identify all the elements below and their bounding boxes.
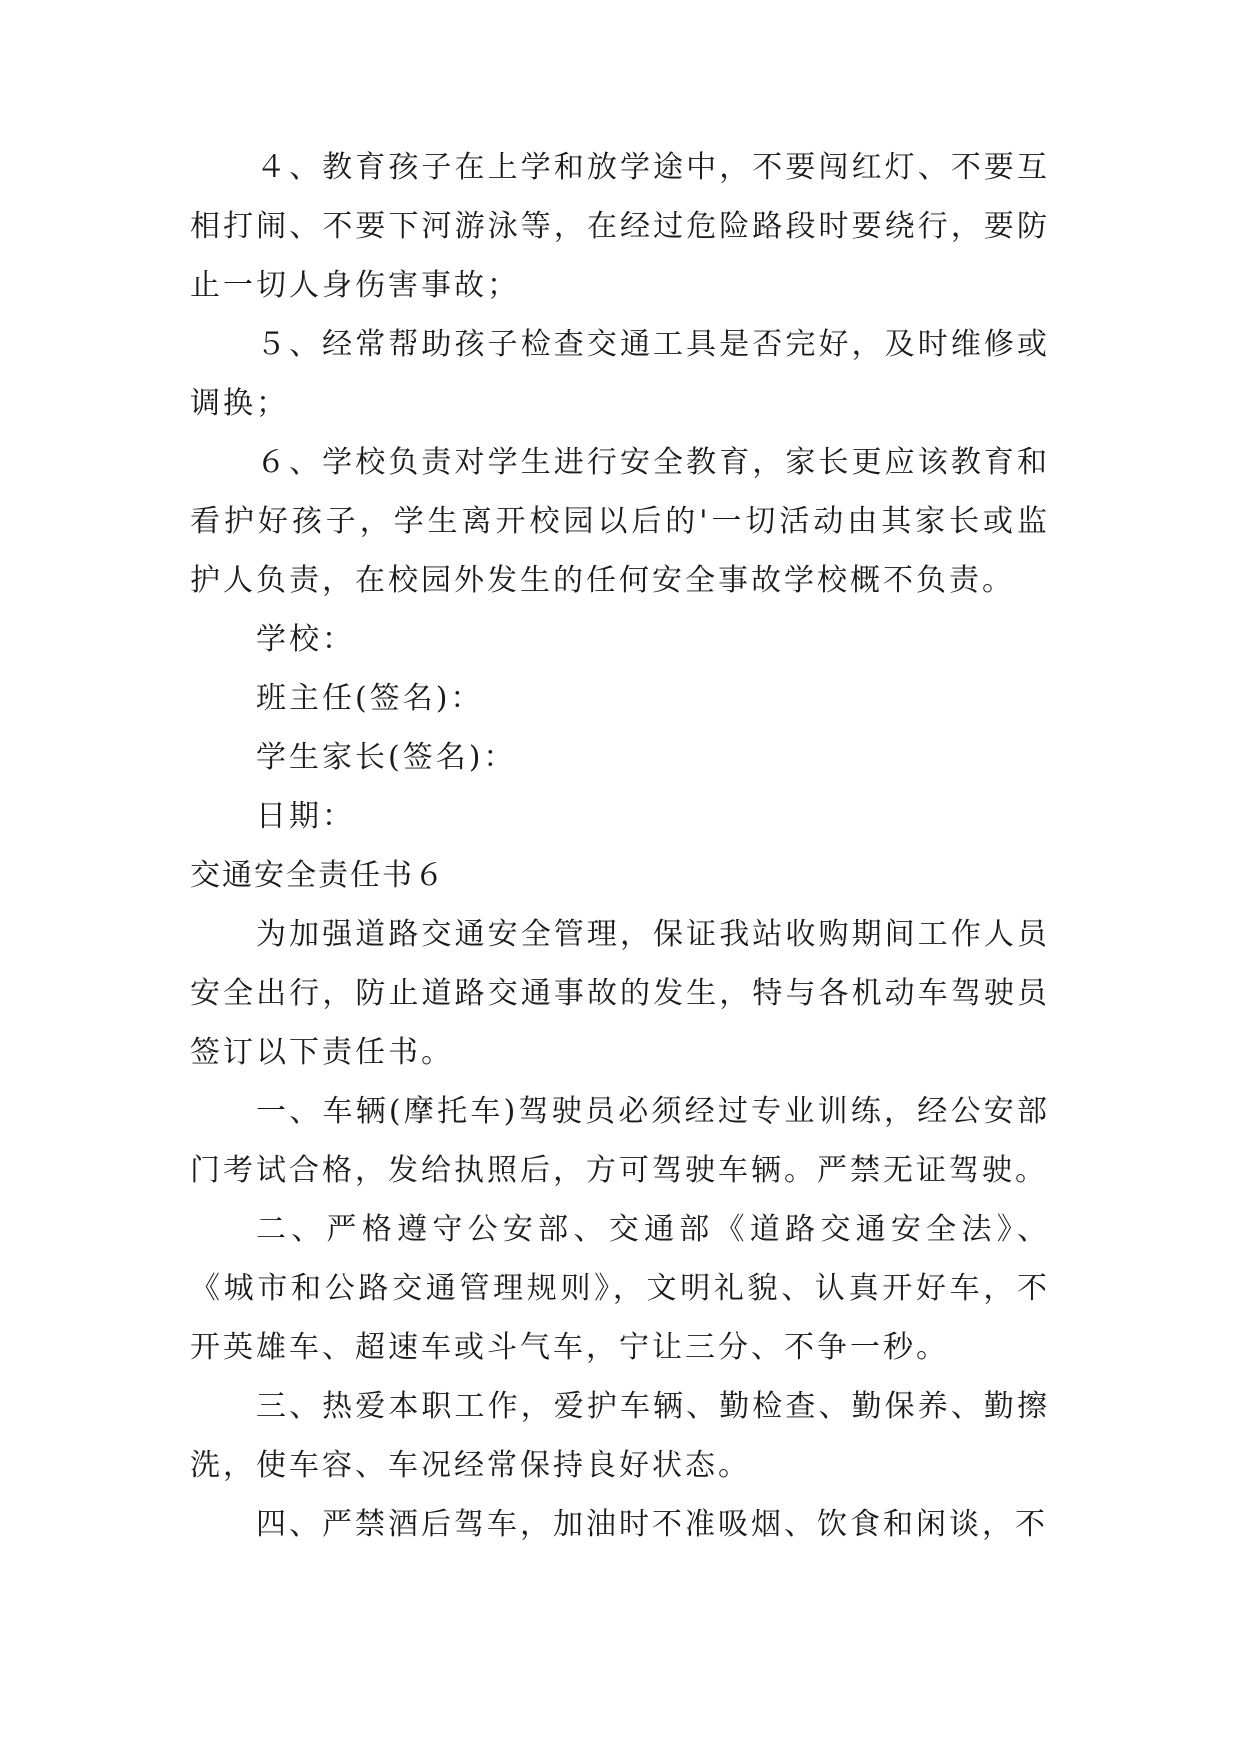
signature-date: 日期： [256, 799, 355, 834]
paragraph-rule-3: 三、热爱本职工作，爱护车辆、勤检查、勤保养、勤擦洗，使车容、车况经常保持良好状态。 [190, 1389, 1050, 1483]
section-title: 交通安全责任书６ [190, 858, 446, 893]
paragraph-item-5: ５、经常帮助孩子检查交通工具是否完好，及时维修或调换； [190, 327, 1050, 421]
paragraph-rule-2: 二、严格遵守公安部、交通部《道路交通安全法》、《城市和公路交通管理规则》，文明礼貌、认真开好车，不开英雄车、超速车或斗气车，宁让三分、不争一秒。 [190, 1212, 1050, 1365]
paragraph-rule-1: 一、车辆(摩托车)驾驶员必须经过专业训练，经公安部门考试合格，发给执照后，方可驾驶车辆。严禁无证驾驶。 [190, 1094, 1050, 1188]
paragraph-intro: 为加强道路交通安全管理，保证我站收购期间工作人员安全出行，防止道路交通事故的发生，特与各机动车驾驶员签订以下责任书。 [190, 917, 1050, 1070]
signature-parent: 学生家长(签名)： [256, 740, 517, 775]
paragraph-item-4: ４、教育孩子在上学和放学途中，不要闯红灯、不要互相打闹、不要下河游泳等，在经过危险路段时要绕行，要防止一切人身伤害事故； [190, 150, 1050, 303]
paragraph-rule-4: 四、严禁酒后驾车，加油时不准吸烟、饮食和闲谈，不 [256, 1507, 1048, 1542]
signature-school: 学校： [256, 622, 355, 657]
signature-head-teacher: 班主任(签名)： [256, 681, 484, 716]
paragraph-item-6: ６、学校负责对学生进行安全教育，家长更应该教育和看护好孩子，学生离开校园以后的'一切活动由其家长或监护人负责，在校园外发生的任何安全事故学校概不负责。 [190, 445, 1050, 598]
